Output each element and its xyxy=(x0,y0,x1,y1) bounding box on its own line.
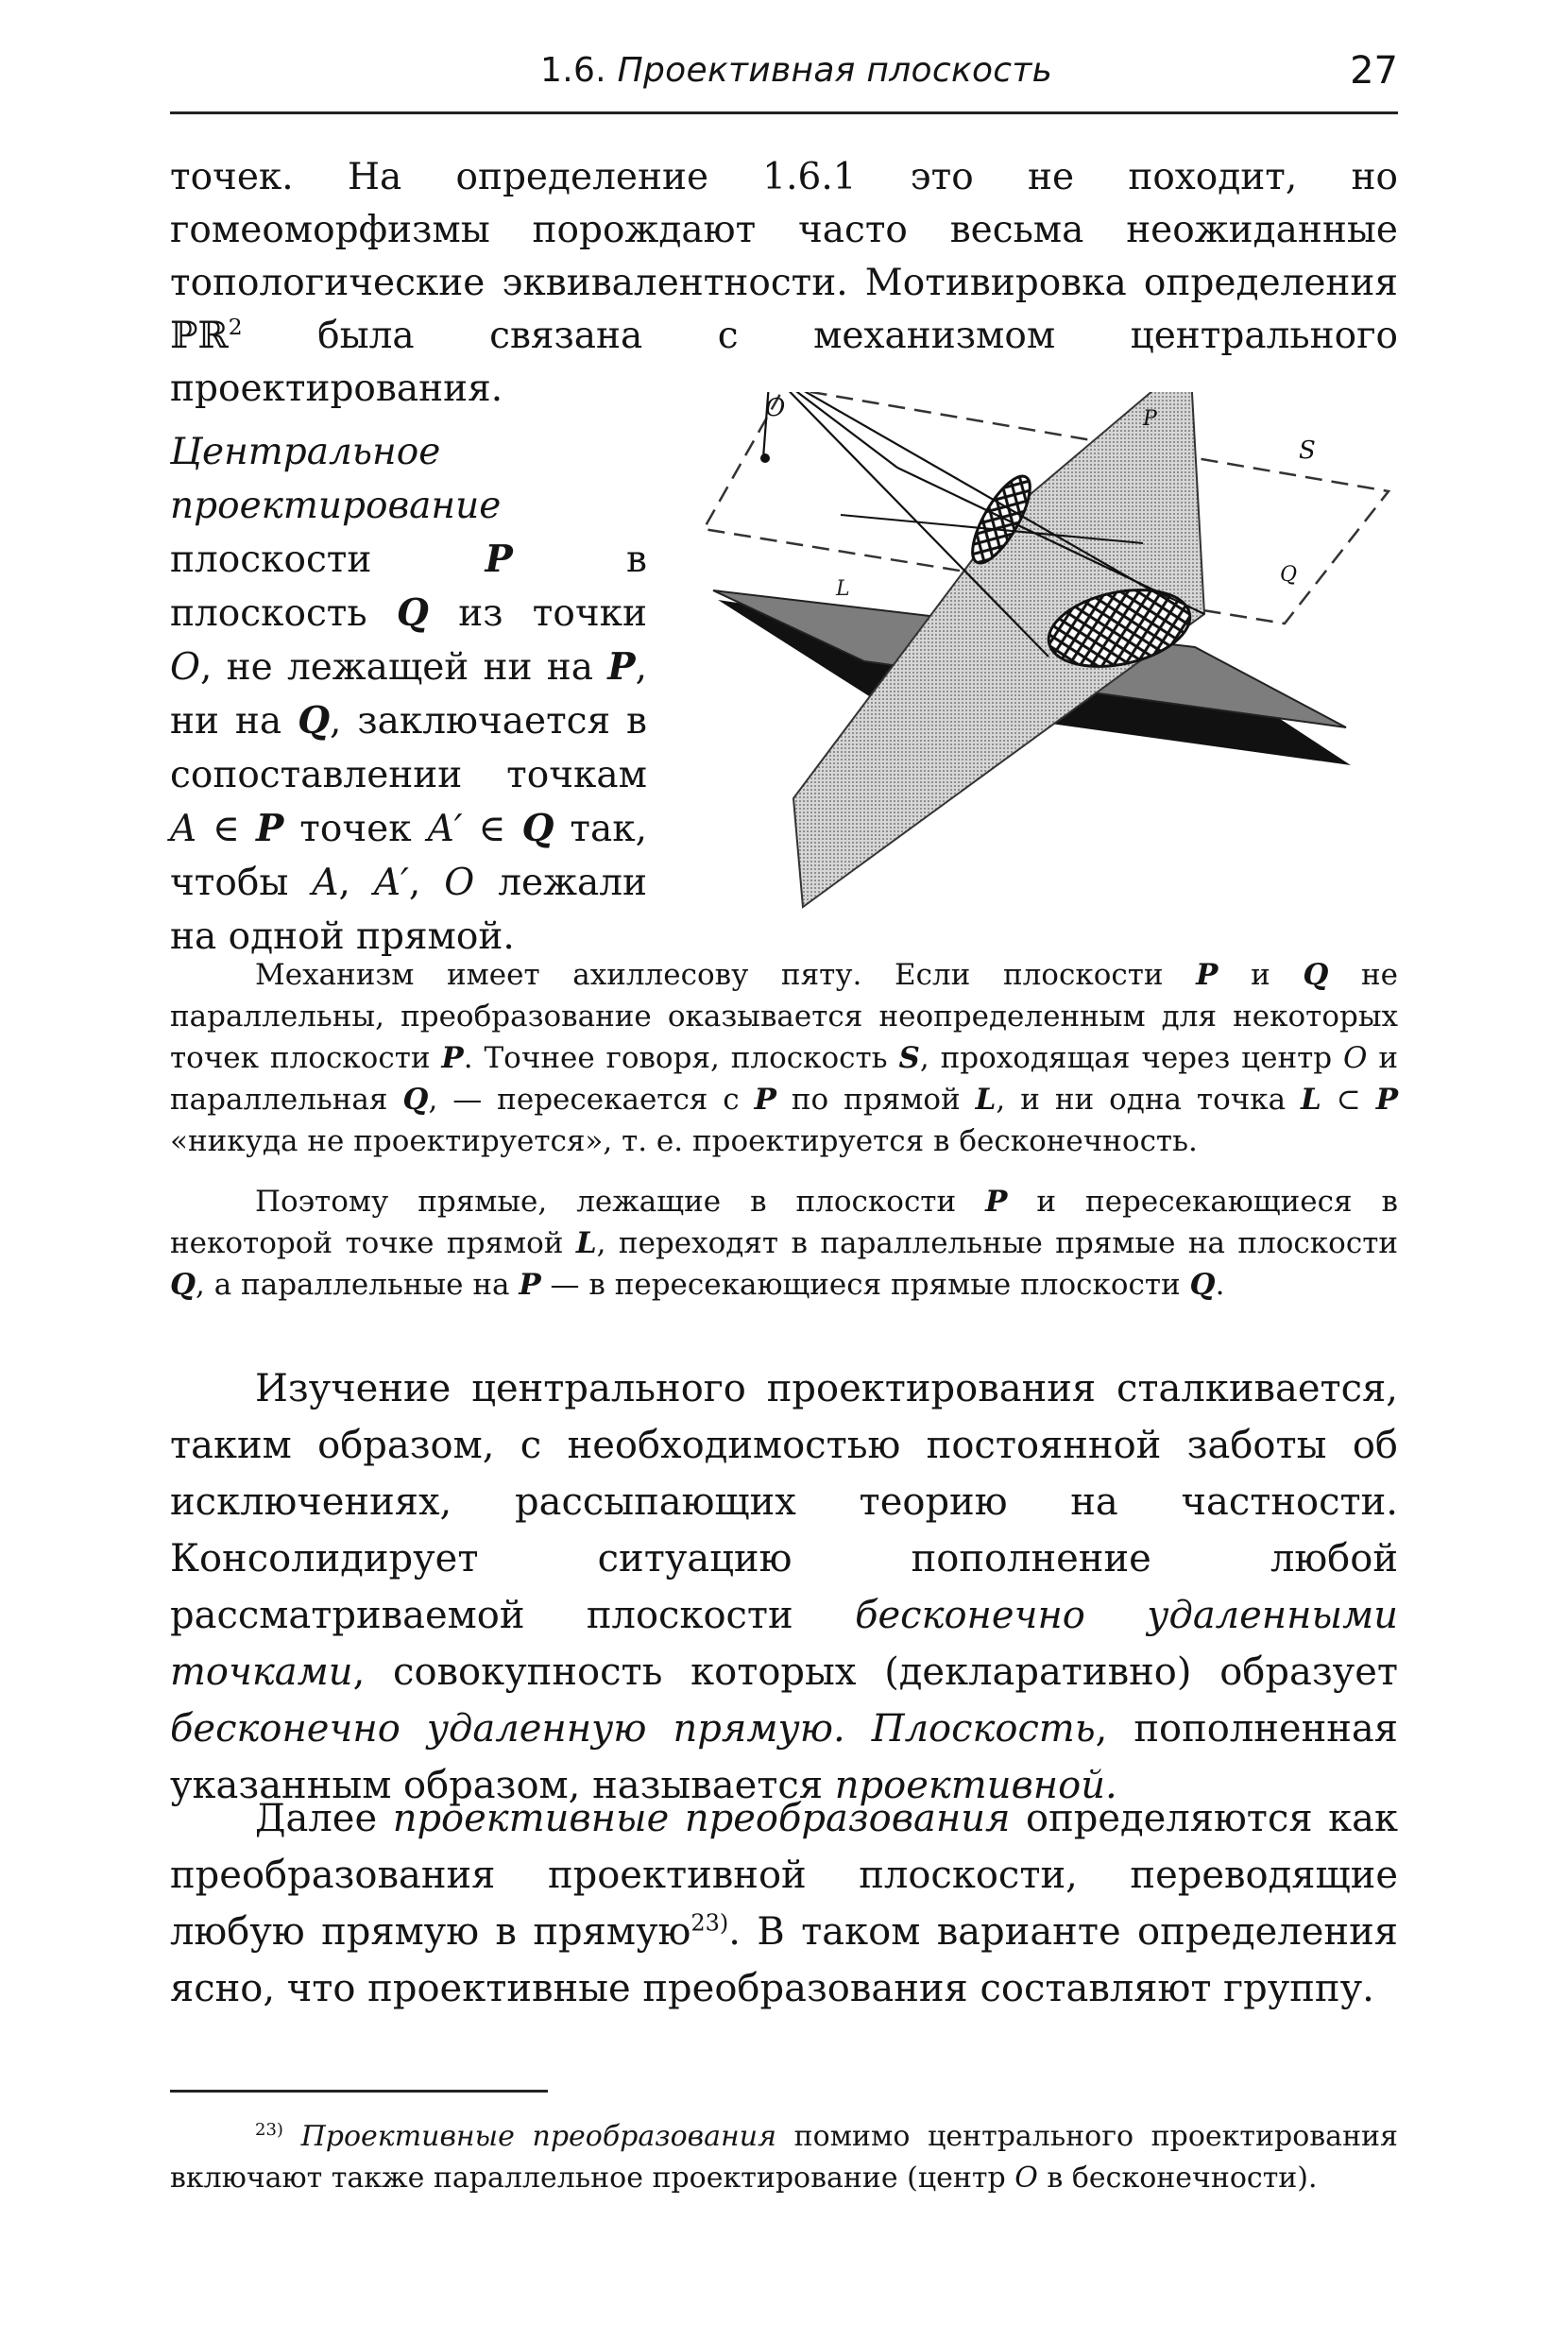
symbol-P: P xyxy=(1375,1083,1399,1117)
symbol-P: P xyxy=(485,538,513,581)
text-run: . Точнее говоря, плоскость xyxy=(463,1041,899,1075)
symbol-Q: Q xyxy=(402,1083,429,1117)
symbol-P: P xyxy=(256,807,284,850)
text-run: . В таком варианте определения ясно, что проективные преобразования составляют группу. xyxy=(170,1910,1398,2010)
figure-label-Q: Q xyxy=(1280,563,1298,587)
term-line-at-infinity: бесконечно удаленную прямую. Плоскость xyxy=(170,1707,1096,1751)
text-run: ∈ xyxy=(196,808,256,850)
text-run: , не лежащей ни на xyxy=(199,646,608,689)
figure-label-P: P xyxy=(1143,407,1157,431)
text-run: ∈ xyxy=(462,808,522,850)
sidebar-definition xyxy=(170,425,647,964)
term-points-at-infinity: бесконечно удаленными точками xyxy=(170,1594,1399,1694)
symbol-L: L xyxy=(1301,1083,1321,1117)
symbol-Q: Q xyxy=(170,1268,196,1302)
text-run: , — пересекается с xyxy=(428,1083,755,1117)
text-run: ⊂ xyxy=(1321,1083,1376,1117)
projection-figure xyxy=(690,392,1407,921)
footnote xyxy=(170,2116,1398,2199)
text-run: Изучение центрального проектирования сталкивается, таким образом, с необходимостью постоянной заботы об исключениях, рассыпающих теорию на частности. Консолидирует ситуацию пополнение любой рассматриваемой плоскости xyxy=(170,1367,1398,1637)
symbol-P: P xyxy=(607,645,636,689)
symbol-L: L xyxy=(975,1083,997,1117)
symbol-O: O xyxy=(1014,2162,1038,2195)
symbol-P: P xyxy=(1196,958,1219,992)
pr2-exponent: 2 xyxy=(228,314,243,340)
term-projective-transformations: проективные преобразования xyxy=(392,1797,1011,1840)
text-run: , xyxy=(408,862,445,904)
text-run: и пересекающиеся в некоторой точке прямой xyxy=(170,1185,1398,1260)
page-number: 27 xyxy=(1350,49,1398,93)
note-paragraph-2 xyxy=(170,1181,1398,1306)
figure-label-O: O xyxy=(765,394,786,422)
term-central-projection: Центральное проектирование xyxy=(170,431,502,527)
footnote-term: Проективные преобразования xyxy=(300,2120,776,2153)
text-run: , проходящая через центр xyxy=(919,1041,1344,1075)
paragraph-completion xyxy=(170,1360,1398,1814)
note-paragraph-1 xyxy=(170,954,1398,1162)
paragraph-transformations xyxy=(170,1790,1398,2017)
text-run: «никуда не проектируется», т. е. проектируется в бесконечность. xyxy=(170,1124,1198,1158)
text-run: из точки xyxy=(428,592,647,635)
footnote-rule xyxy=(170,2090,548,2093)
text-run: , пополненная указанным образом, называется xyxy=(170,1707,1399,1807)
header-rule xyxy=(170,111,1398,114)
symbol-O: O xyxy=(1343,1041,1368,1075)
text-run: Далее xyxy=(255,1797,393,1840)
text-run: и xyxy=(1218,958,1304,992)
text-run: — в пересекающиеся прямые плоскости xyxy=(540,1268,1190,1302)
symbol-A: A xyxy=(312,862,339,904)
symbol-A-prime: A′ xyxy=(373,862,409,904)
symbol-A-prime: A′ xyxy=(427,808,463,850)
symbol-O: O xyxy=(444,862,475,904)
text-run: Поэтому прямые, лежащие в плоскости xyxy=(255,1185,986,1219)
paragraph-intro-text xyxy=(170,151,1398,416)
text-run: не параллельны, преобразование оказывается неопределенным для некоторых точек плоскости xyxy=(170,958,1398,1075)
symbol-S: S xyxy=(898,1041,920,1075)
term-projective: проективной. xyxy=(834,1764,1117,1807)
text-run: определяются как преобразования проективной плоскости, переводящие любую прямую в прямую xyxy=(170,1797,1398,1954)
text-run: , а параллельные на xyxy=(196,1268,520,1302)
footnote-mark: 23) xyxy=(255,2120,283,2140)
text-run: точек xyxy=(283,808,428,850)
text-run: помимо центрального проектирования включают также параллельное проектирование (центр xyxy=(170,2120,1398,2195)
symbol-O: O xyxy=(170,646,200,689)
text-run: . xyxy=(1215,1268,1225,1302)
paragraph-intro xyxy=(170,151,1398,416)
symbol-A: A xyxy=(170,808,197,850)
section-title: Проективная плоскость xyxy=(617,51,1053,90)
text-run: , совокупность которых (декларативно) образует xyxy=(352,1650,1398,1694)
text-run: , ни на xyxy=(170,646,647,743)
footnote-ref: 23) xyxy=(690,1909,729,1937)
pr2-symbol: ℙℝ xyxy=(170,315,229,357)
text-run: точек. На определение 1.6.1 это не походит, но гомеоморфизмы порождают часто весьма неожиданные топологические эквивалентности. Мотивировка определения xyxy=(170,156,1398,304)
figure-label-S: S xyxy=(1299,436,1316,465)
symbol-Q: Q xyxy=(298,699,331,743)
section-number: 1.6. xyxy=(540,51,606,90)
point-dot xyxy=(760,453,770,463)
symbol-P: P xyxy=(754,1083,776,1117)
text-run: и параллельная xyxy=(170,1041,1398,1117)
section-heading xyxy=(540,51,1052,90)
text-run: лежали на одной прямой. xyxy=(170,862,648,958)
symbol-P: P xyxy=(441,1041,464,1075)
text-run: в бесконечности). xyxy=(1037,2162,1318,2195)
text-run: , заключается в сопоставлении точкам xyxy=(170,700,647,796)
text-run: , xyxy=(338,862,374,904)
text-run: , переходят в параллельные прямые на плоскости xyxy=(596,1226,1399,1260)
text-run: так, чтобы xyxy=(170,808,647,904)
text-run: , и ни одна точка xyxy=(996,1083,1302,1117)
text-run: по прямой xyxy=(775,1083,976,1117)
text-run: Механизм имеет ахиллесову пяту. Если плоскости xyxy=(255,958,1197,992)
symbol-Q: Q xyxy=(1303,958,1329,992)
figure-label-L: L xyxy=(836,577,850,601)
symbol-P: P xyxy=(985,1185,1008,1219)
text-run: была связана с механизмом центрального проектирования. xyxy=(170,315,1398,410)
text-run: в плоскость xyxy=(170,538,647,635)
running-header xyxy=(170,45,1398,104)
symbol-Q: Q xyxy=(521,807,554,850)
symbol-Q: Q xyxy=(1189,1268,1216,1302)
symbol-P: P xyxy=(519,1268,541,1302)
symbol-Q: Q xyxy=(396,591,429,635)
text-run: плоскости xyxy=(170,538,486,581)
symbol-L: L xyxy=(575,1226,597,1260)
